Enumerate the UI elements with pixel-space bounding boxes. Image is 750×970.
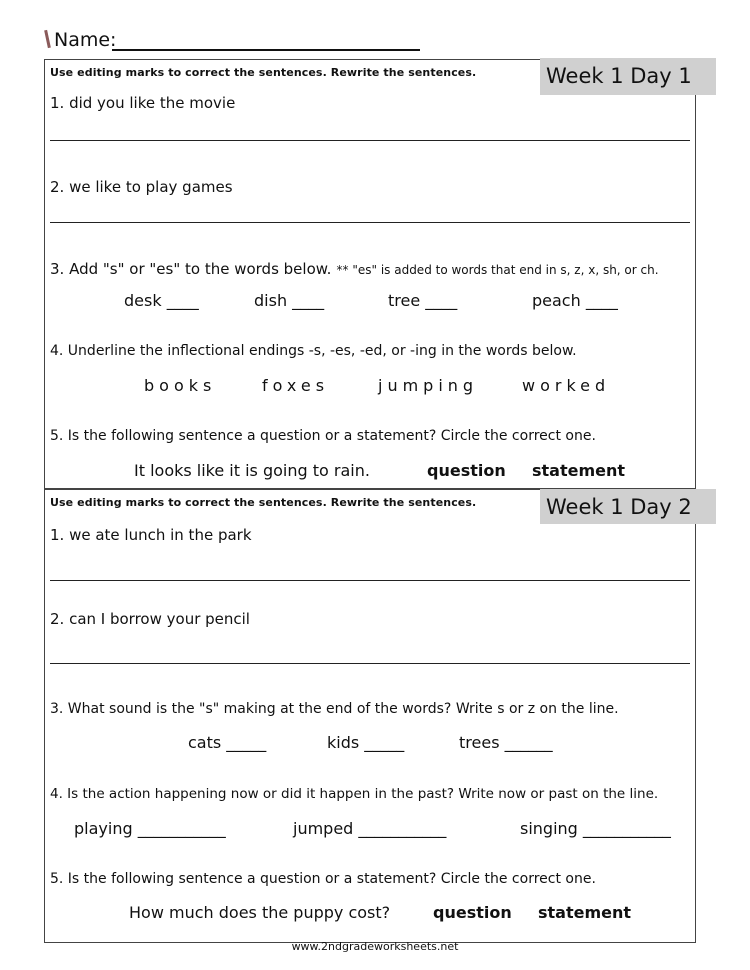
day2-q4-word[interactable]: singing ___________ — [520, 819, 671, 838]
day1-q4-word[interactable]: worked — [522, 376, 611, 395]
day1-q1: 1. did you like the movie — [50, 94, 236, 112]
day1-q3-word[interactable]: peach ____ — [532, 291, 618, 310]
day2-q1: 1. we ate lunch in the park — [50, 526, 252, 544]
day1-q3-note: ** "es" is added to words that end in s, z, x, sh, or ch. — [336, 263, 659, 277]
pencil-icon — [44, 30, 51, 48]
name-line[interactable] — [112, 49, 420, 51]
day1-q1-answer-line[interactable] — [50, 140, 690, 141]
day1-q4-word[interactable]: jumping — [378, 376, 479, 395]
day2-option-statement[interactable]: statement — [538, 903, 632, 922]
day1-q4: 4. Underline the inflectional endings -s, -es, -ed, or -ing in the words below. — [50, 343, 577, 359]
day2-instructions: Use editing marks to correct the sentences. Rewrite the sentences. — [50, 496, 477, 509]
day1-q4-word[interactable]: foxes — [262, 376, 330, 395]
day1-q3-word[interactable]: desk ____ — [124, 291, 199, 310]
day2-q5-sentence: How much does the puppy cost? — [129, 903, 391, 922]
day1-q2-answer-line[interactable] — [50, 222, 690, 223]
day2-q3: 3. What sound is the "s" making at the end of the words? Write s or z on the line. — [50, 701, 619, 717]
day1-instructions: Use editing marks to correct the sentences. Rewrite the sentences. — [50, 66, 477, 79]
day2-q3-word[interactable]: cats _____ — [188, 733, 267, 752]
day1-q3-text: 3. Add "s" or "es" to the words below. — [50, 260, 332, 278]
day2-q2: 2. can I borrow your pencil — [50, 610, 250, 628]
day2-q3-word[interactable]: kids _____ — [327, 733, 405, 752]
day2-week-label: Week 1 Day 2 — [540, 489, 716, 524]
day2-q1-answer-line[interactable] — [50, 580, 690, 581]
day1-option-statement[interactable]: statement — [532, 461, 626, 480]
day1-q5: 5. Is the following sentence a question or a statement? Circle the correct one. — [50, 428, 596, 444]
day2-q2-answer-line[interactable] — [50, 663, 690, 664]
day1-q5-sentence: It looks like it is going to rain. — [134, 461, 370, 480]
day1-option-question[interactable]: question — [427, 461, 506, 480]
day1-week-label: Week 1 Day 1 — [540, 58, 716, 95]
day1-q3-word[interactable]: tree ____ — [388, 291, 458, 310]
name-label: Name: — [54, 29, 117, 51]
footer-url: www.2ndgradeworksheets.net — [291, 940, 459, 953]
day2-q3-word[interactable]: trees ______ — [459, 733, 553, 752]
day1-q3-word[interactable]: dish ____ — [254, 291, 325, 310]
day1-q4-word[interactable]: books — [144, 376, 217, 395]
day2-q4-word[interactable]: playing ___________ — [74, 819, 226, 838]
day2-option-question[interactable]: question — [433, 903, 512, 922]
day2-q4: 4. Is the action happening now or did it happen in the past? Write now or past on the line. — [50, 786, 659, 802]
day2-q5: 5. Is the following sentence a question or a statement? Circle the correct one. — [50, 871, 596, 887]
day1-q2: 2. we like to play games — [50, 178, 233, 196]
day2-q4-word[interactable]: jumped ___________ — [293, 819, 447, 838]
day1-q3 — [50, 259, 659, 278]
